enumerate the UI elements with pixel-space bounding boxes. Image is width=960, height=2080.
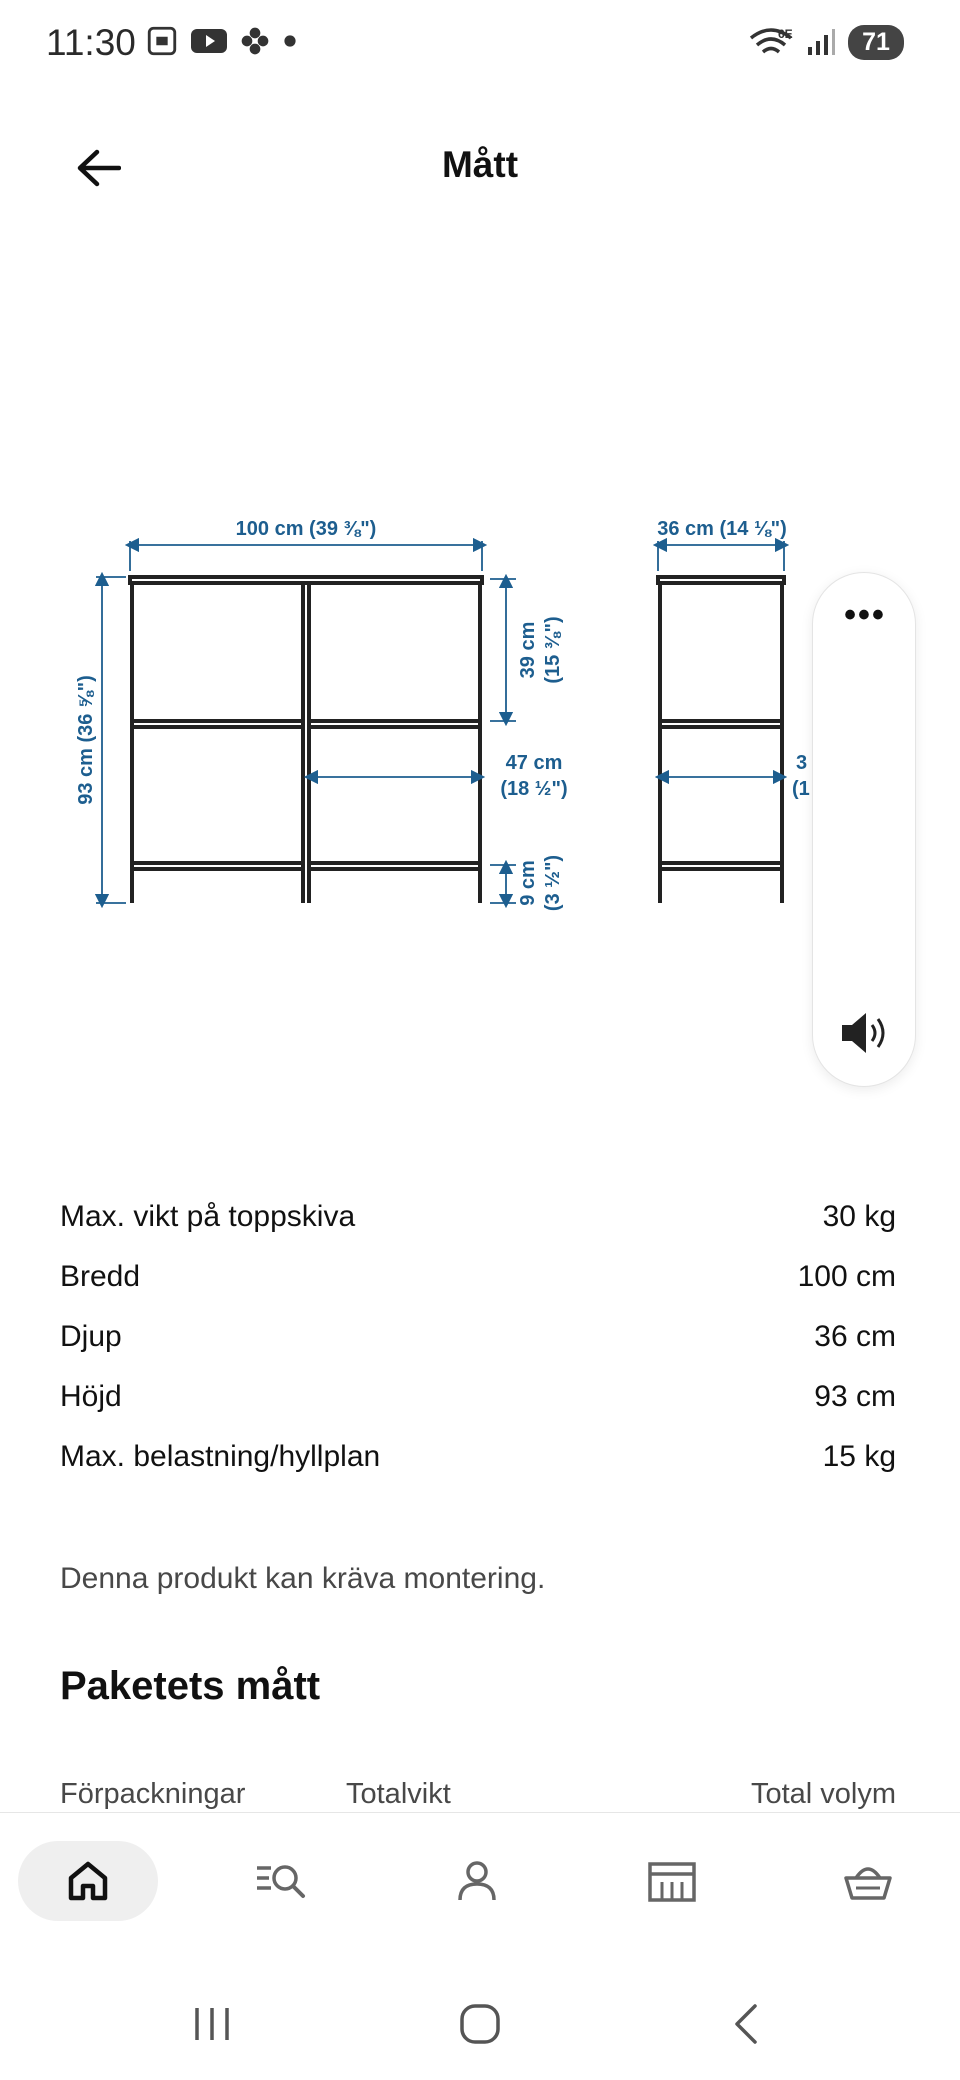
dimension-specs (60, 1200, 896, 1500)
spec-value: 100 cm (797, 1260, 896, 1293)
network-label: 6E (778, 27, 793, 41)
dimension-diagram (60, 505, 840, 945)
nav-search[interactable] (212, 1841, 352, 1921)
col-total-weight: Totalvikt (346, 1778, 451, 1810)
floating-side-panel (812, 572, 916, 1087)
recent-apps-button[interactable] (172, 1996, 252, 2052)
spec-value: 15 kg (822, 1440, 896, 1473)
shelf-gap-label-2: (15 ⅜") (542, 616, 564, 684)
flower-icon (239, 25, 271, 57)
system-navigation (0, 1962, 960, 2080)
spec-value: 30 kg (822, 1200, 896, 1233)
recents-icon (191, 2004, 233, 2044)
spec-row (60, 1260, 896, 1320)
shelf-width-label-2: (18 ½") (500, 778, 568, 800)
search-list-icon (253, 1858, 311, 1904)
system-status-icons (748, 24, 904, 60)
home-circle-icon (458, 2002, 502, 2046)
spec-label: Bredd (60, 1260, 141, 1293)
side-depth-label: 36 cm (14 ⅛") (657, 518, 787, 540)
youtube-icon (191, 26, 227, 56)
speaker-icon (838, 1009, 892, 1057)
assembly-note: Denna produkt kan kräva montering. (60, 1562, 546, 1595)
page-title: Mått (441, 144, 519, 185)
spec-label: Djup (60, 1320, 122, 1353)
bottom-navigation (0, 1812, 960, 1962)
shelf-gap-label-1: 39 cm (517, 621, 539, 679)
home-icon (65, 1858, 111, 1904)
spec-row (60, 1440, 896, 1500)
spec-row (60, 1320, 896, 1380)
package-section-title: Paketets mått (60, 1664, 321, 1708)
nav-store[interactable] (602, 1841, 742, 1921)
spec-label: Max. vikt på toppskiva (60, 1200, 356, 1233)
spec-value: 93 cm (814, 1380, 896, 1413)
side-cut-label-2: (1 (792, 778, 810, 800)
status-time: 11:30 (46, 22, 136, 63)
side-cut-label-1: 3 (796, 752, 808, 774)
chevron-left-icon (729, 2002, 763, 2046)
page-header (0, 110, 960, 220)
status-bar (0, 0, 960, 90)
basket-icon (842, 1858, 894, 1904)
spec-label: Höjd (60, 1380, 122, 1413)
battery-level: 71 (848, 25, 904, 60)
home-system-button[interactable] (440, 1996, 520, 2052)
shelf-width-label-1: 47 cm (505, 752, 563, 774)
bottom-gap-label-1: 9 cm (517, 860, 539, 906)
notification-icons (145, 24, 297, 58)
signal-icon (806, 27, 836, 57)
front-height-label: 93 cm (36 ⅝") (75, 675, 97, 805)
spec-label: Max. belastning/hyllplan (60, 1440, 381, 1473)
nav-home[interactable] (18, 1841, 158, 1921)
more-options-button[interactable]: ••• (844, 595, 886, 634)
nav-basket[interactable] (798, 1841, 938, 1921)
screenshot-icon (145, 24, 179, 58)
system-back-button[interactable] (706, 1996, 786, 2052)
front-width-label: 100 cm (39 ⅜") (235, 518, 377, 540)
nav-profile[interactable] (407, 1841, 547, 1921)
spec-value: 36 cm (814, 1320, 896, 1353)
col-total-volume: Total volym (750, 1778, 896, 1810)
store-icon (646, 1858, 698, 1904)
dot-icon (283, 34, 297, 48)
bottom-gap-label-2: (3 ½") (542, 854, 564, 912)
side-view (658, 577, 784, 903)
volume-button[interactable] (835, 1003, 895, 1063)
front-view (130, 577, 482, 903)
spec-row (60, 1380, 896, 1440)
col-packages: Förpackningar (60, 1778, 246, 1810)
wifi-icon (748, 24, 794, 60)
spec-row (60, 1200, 896, 1260)
profile-icon (454, 1858, 500, 1904)
